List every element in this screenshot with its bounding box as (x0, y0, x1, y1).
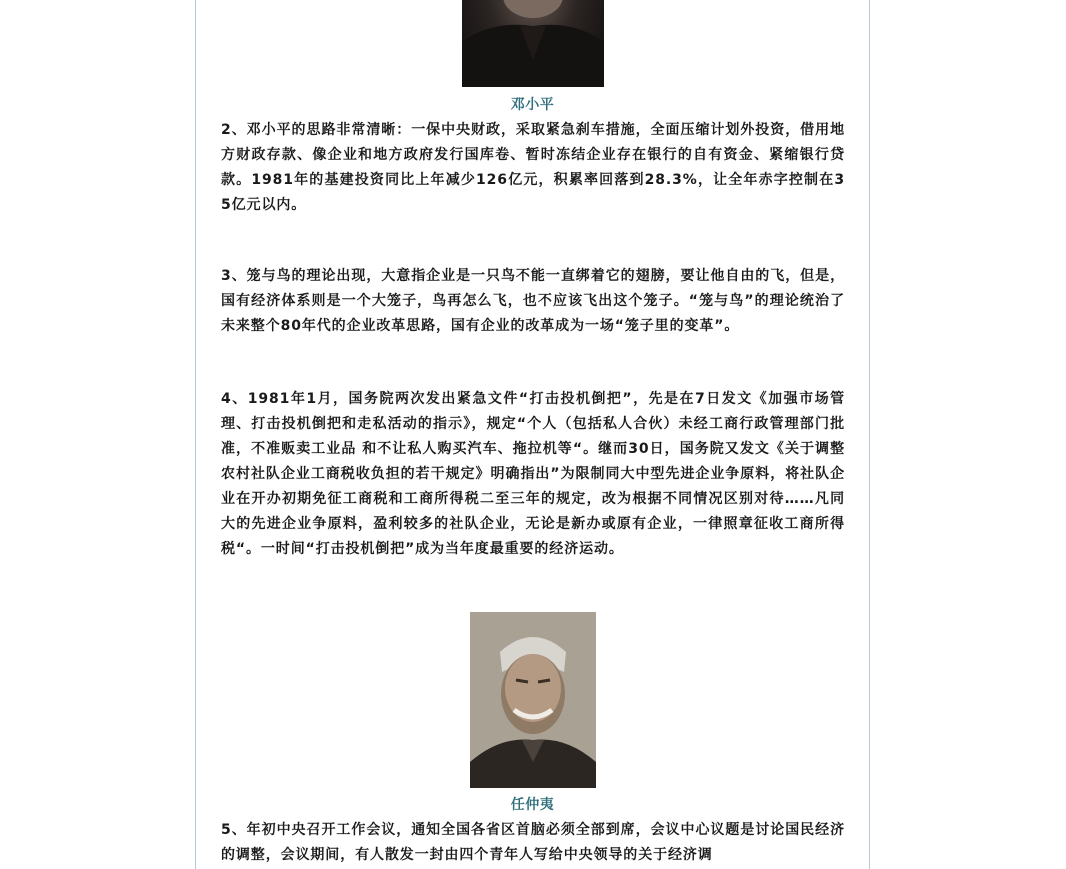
paragraph-3: 3、笼与鸟的理论出现，大意指企业是一只鸟不能一直绑着它的翅膀，要让他自由的飞，但是，国有经济体系则是一个大笼子，鸟再怎么飞，也不应该飞出这个笼子。“笼与鸟”的理论统治了未来整个80年代的企业改革思路，国有企业的改革成为一场“笼子里的变革”。 (221, 268, 845, 334)
caption-deng-xiaoping: 邓小平 (510, 97, 555, 113)
portrait-deng-xiaoping (462, 0, 604, 87)
portrait-ren-zhongyi (470, 612, 596, 788)
paragraph-4: 4、1981年1月，国务院两次发出紧急文件“打击投机倒把”，先是在7日发文《加强市场管理、打击投机倒把和走私活动的指示》，规定“个人（包括私人合伙）未经工商行政管理部门批准，不准贩卖工业品 和不让私人购买汽车、拖拉机等“。继而30日，国务院又发文《关于调整农村社队企业工商税收负担的若干规定》明确指出”为限制同大中型先进企业争原料，将社队企业在开办初期免征工商税和工商所得税二至三年的规定，改为根据不同情况区别对待……凡同大的先进企业争原料，盈利较多的社队企业，无论是新办或原有企业，一律照章征收工商所得税“。一时间“打击投机倒把”成为当年度最重要的经济运动。 (221, 391, 845, 557)
paragraph-2: 2、邓小平的思路非常清晰：一保中央财政，采取紧急刹车措施，全面压缩计划外投资，借用地方财政存款、像企业和地方政府发行国库卷、暂时冻结企业存在银行的自有资金、紧缩银行贷款。1981年的基建投资同比上年减少126亿元，积累率回落到28.3%，让全年赤字控制在35亿元以内。 (221, 122, 845, 213)
paragraph-5: 5、年初中央召开工作会议，通知全国各省区首脑必须全部到席，会议中心议题是讨论国民经济的调整，会议期间，有人散发一封由四个青年人写给中央领导的关于经济调 (221, 822, 845, 863)
caption-ren-zhongyi: 任仲夷 (510, 797, 555, 813)
portrait-deng-xiaoping-image (462, 0, 604, 87)
portrait-ren-zhongyi-image (470, 612, 596, 788)
